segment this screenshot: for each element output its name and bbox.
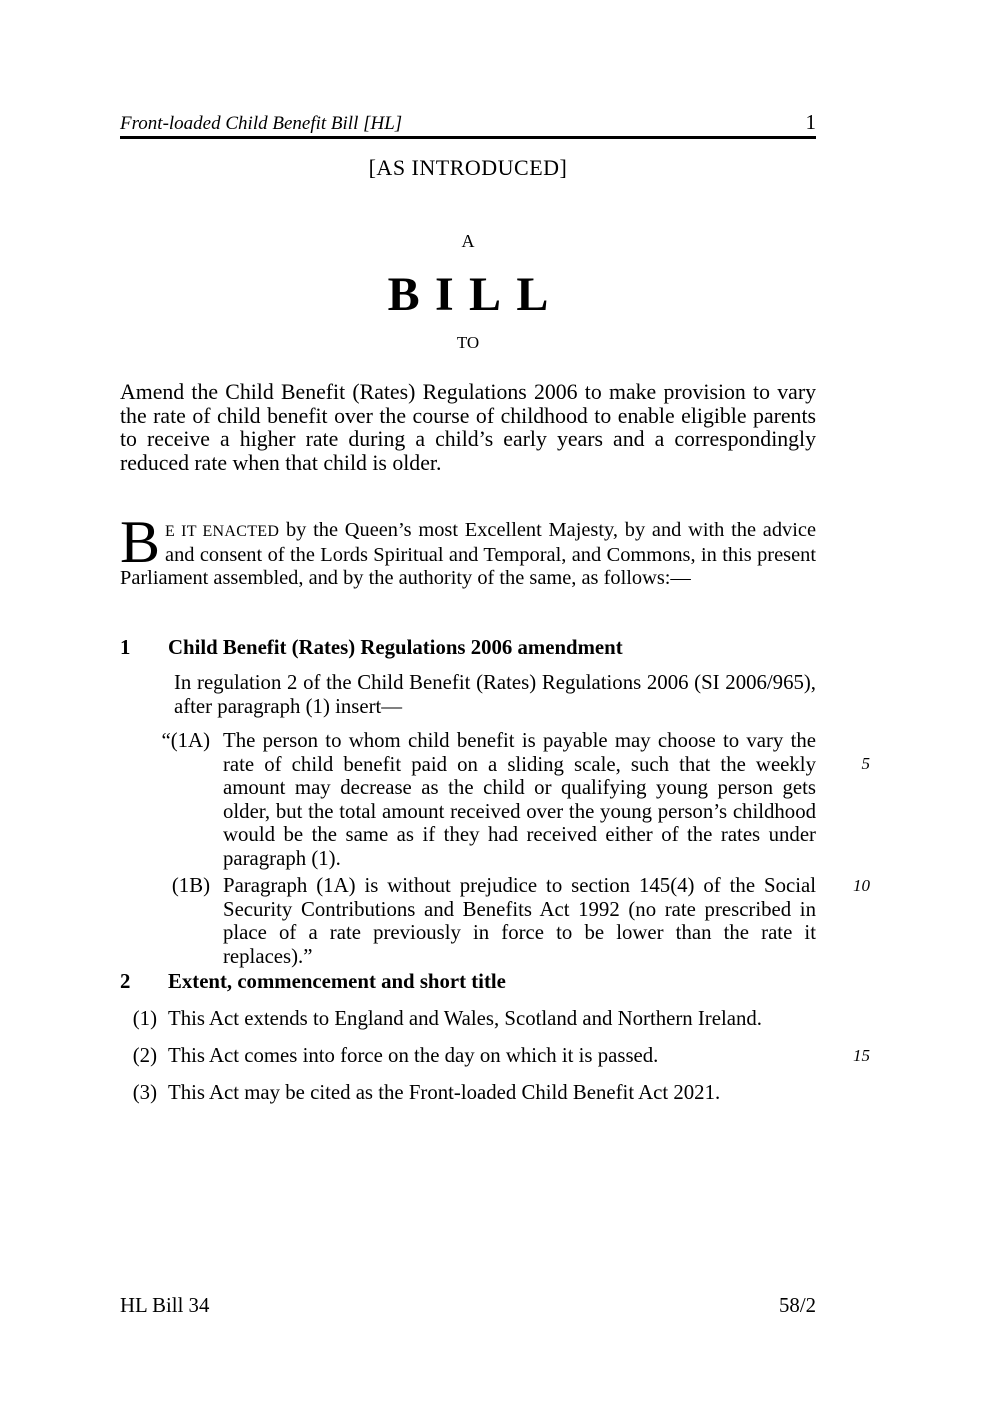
clause-1-heading <box>120 636 816 660</box>
header-rule <box>120 136 816 139</box>
subsection-3 <box>120 1081 816 1105</box>
clause-number: 2 <box>120 970 131 993</box>
running-title: Front-loaded Child Benefit Bill [HL] <box>120 113 403 134</box>
clause-heading-text: Child Benefit (Rates) Regulations 2006 amendment <box>168 636 623 659</box>
paragraph-text: The person to whom child benefit is payable may choose to vary the rate of child benefit paid on a sliding scale, such that the weekly amount may decrease as the child or qualifying young person gets older, but the total amount received over the young person’s childhood would be the same as if they had received either of the rates under paragraph (1). <box>223 729 816 870</box>
status-line: [AS INTRODUCED] <box>368 155 568 180</box>
long-title: Amend the Child Benefit (Rates) Regulations 2006 to make provision to vary the rate of child benefit over the course of childhood to enable eligible parents to receive a higher rate during a child’s early years and a correspondingly reduced rate when that child is older. <box>120 380 816 475</box>
enacting-smallcaps: E IT ENACTED <box>165 523 280 540</box>
clause-1-intro-paragraph: In regulation 2 of the Child Benefit (Rates) Regulations 2006 (SI 2006/965), after paragraph (1) insert— <box>174 671 816 718</box>
margin-line-number: 10 <box>853 876 870 895</box>
drop-cap: B <box>120 509 161 575</box>
subsection-label: (3) <box>132 1081 157 1104</box>
inserted-paragraph-1B <box>120 874 816 968</box>
clause-heading-text: Extent, commencement and short title <box>168 970 506 993</box>
subsection-label: (1) <box>132 1007 157 1030</box>
subsection-text: This Act comes into force on the day on which it is passed. <box>168 1044 659 1067</box>
margin-line-number: 5 <box>861 754 870 773</box>
subsection-2 <box>120 1044 816 1068</box>
to-label: TO <box>456 333 480 352</box>
page-number: 1 <box>805 110 816 134</box>
paragraph-label: (1B) <box>171 874 210 897</box>
paragraph-text: Paragraph (1A) is without prejudice to section 145(4) of the Social Security Contributions and Benefits Act 1992 (no rate prescribed in place of a rate previously in force to be lower than the rate it replaces).” <box>223 874 816 968</box>
article-letter: A <box>461 231 475 251</box>
running-header <box>120 110 816 135</box>
bill-reference: HL Bill 34 <box>120 1294 210 1317</box>
session-reference: 58/2 <box>779 1294 816 1317</box>
subsection-text: This Act extends to England and Wales, Scotland and Northern Ireland. <box>168 1007 762 1030</box>
subsection-1 <box>120 1007 816 1031</box>
margin-line-number: 15 <box>853 1046 870 1065</box>
enacting-clause <box>120 509 816 591</box>
paragraph-label: “(1A) <box>161 729 210 752</box>
enacting-text: by the Queen’s most Excellent Majesty, by and with the advice and consent of the Lords Spiritual and Temporal, and Commons, in this present Parliament assembled, and by the authority of the same, as follows:— <box>120 519 816 589</box>
clause-2-heading <box>120 970 816 994</box>
bill-title: BILL <box>387 268 564 321</box>
page-footer <box>120 1294 816 1318</box>
clause-number: 1 <box>120 636 131 659</box>
subsection-text: This Act may be cited as the Front-loaded Child Benefit Act 2021. <box>168 1081 721 1104</box>
subsection-label: (2) <box>132 1044 157 1067</box>
inserted-paragraph-1A <box>120 729 816 870</box>
